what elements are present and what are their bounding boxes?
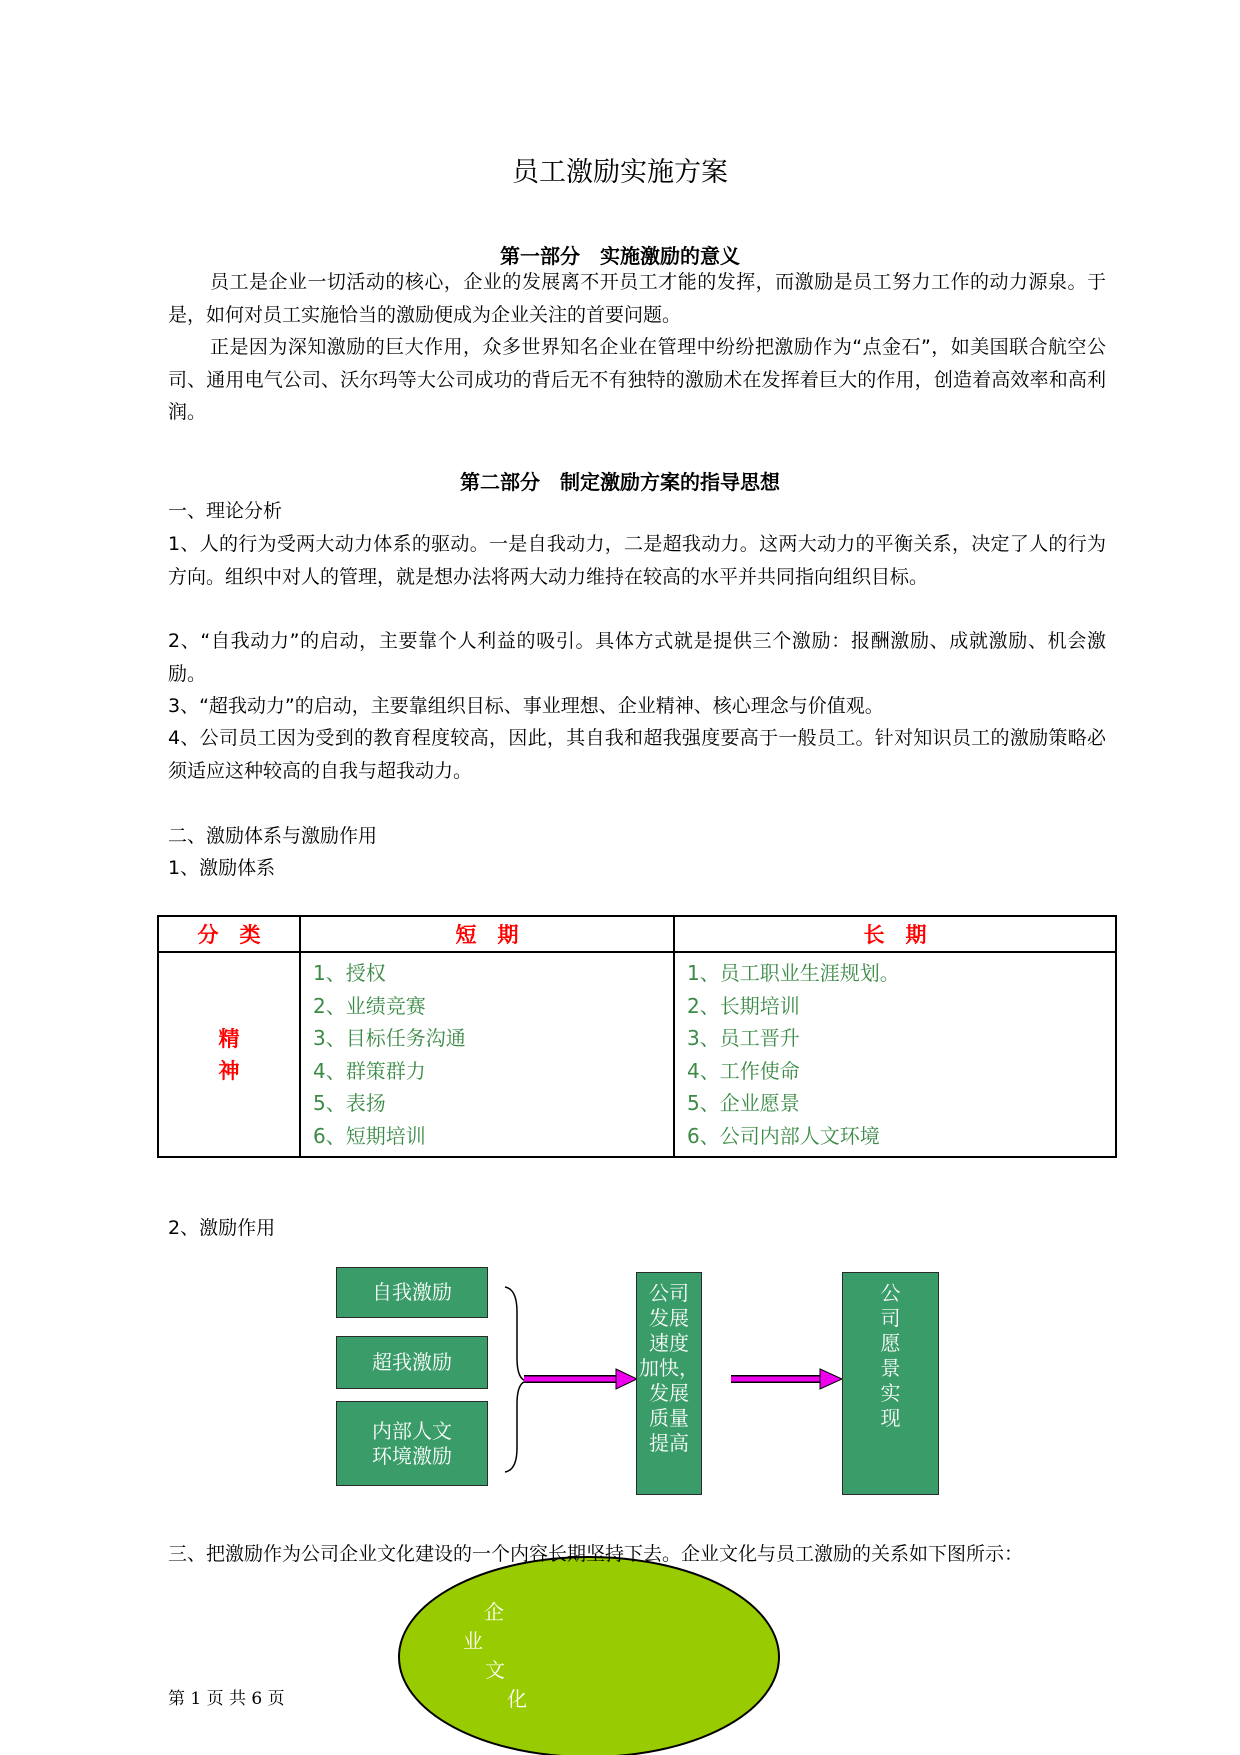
- part2-heading: 第二部分 制定激励方案的指导思想: [460, 470, 780, 494]
- incentive-effect-heading: 2、激励作用: [168, 1217, 276, 1239]
- header-long-term: 长 期: [674, 916, 1116, 952]
- culture-char-3: 文: [485, 1658, 505, 1682]
- superego-motivation-box: 超我激励: [336, 1336, 488, 1389]
- arrow-right-icon: [731, 1369, 842, 1389]
- part1-paragraph-1: 员工是企业一切活动的核心，企业的发展离不开员工才能的发挥，而激励是员工努力工作的动力源泉。于是，如何对员工实施恰当的激励便成为企业关注的首要问题。: [168, 271, 1106, 326]
- list-item: 6、公司内部人文环境: [687, 1123, 880, 1148]
- list-item: 1、授权: [313, 961, 386, 985]
- list-item: 2、业绩竞赛: [313, 993, 426, 1018]
- list-item: 3、员工晋升: [687, 1026, 800, 1050]
- theory-paragraph-2: 2、“自我动力”的启动，主要靠个人利益的吸引。具体方式就是提供三个激励：报酬激励、成就激励、机会激励。: [168, 630, 1106, 685]
- page-title: 员工激励实施方案: [512, 157, 728, 188]
- culture-char-2: 业: [463, 1629, 483, 1653]
- theory-paragraph-4: 4、公司员工因为受到的教育程度较高，因此，其自我和超我强度要高于一般员工。针对知识员工的激励策略必须适应这种较高的自我与超我动力。: [168, 727, 1106, 782]
- page-footer: 第 1 页 共 6 页: [168, 1689, 285, 1709]
- part1-paragraph-2: 正是因为深知激励的巨大作用，众多世界知名企业在管理中纷纷把激励作为“点金石”，如美国联合航空公司、通用电气公司、沃尔玛等大公司成功的背后无不有独特的激励术在发挥着巨大的作用，创造着高效率和高利润。: [168, 336, 1106, 423]
- theory-paragraph-3: 3、“超我动力”的启动，主要靠组织目标、事业理想、企业精神、核心理念与价值观。: [168, 695, 884, 717]
- section-2-heading: 二、激励体系与激励作用: [168, 825, 378, 847]
- list-item: 5、表扬: [313, 1091, 386, 1115]
- company-development-box: 公司 发展 速度 加快， 发展 质量 提高: [636, 1272, 702, 1495]
- section-3-paragraph: 三、把激励作为公司企业文化建设的一个内容长期坚持下去。企业文化与员工激励的关系如下图所示：: [168, 1543, 1024, 1565]
- list-item: 5、企业愿景: [687, 1091, 800, 1115]
- list-item: 4、工作使命: [687, 1058, 800, 1083]
- header-category: 分 类: [158, 916, 300, 952]
- category-spirit: 精 神: [158, 952, 300, 1157]
- list-item: 4、群策群力: [313, 1058, 426, 1083]
- vision-realized-box: 公 司 愿 景 实 现: [842, 1272, 939, 1495]
- theory-paragraph-1: 1、人的行为受两大动力体系的驱动。一是自我动力，二是超我动力。这两大动力的平衡关系，决定了人的行为方向。组织中对人的管理，就是想办法将两大动力维持在较高的水平并共同指向组织目标。: [168, 533, 1106, 588]
- list-item: 2、长期培训: [687, 993, 800, 1018]
- self-motivation-box: 自我激励: [336, 1267, 488, 1318]
- culture-char-1: 企: [484, 1600, 504, 1624]
- section-1-heading: 一、理论分析: [168, 500, 283, 522]
- culture-char-4: 化: [507, 1687, 527, 1711]
- incentive-system-heading: 1、激励体系: [168, 857, 276, 879]
- brace-icon: [505, 1287, 527, 1472]
- part1-heading: 第一部分 实施激励的意义: [500, 244, 740, 268]
- list-item: 6、短期培训: [313, 1123, 426, 1148]
- list-item: 3、目标任务沟通: [313, 1026, 466, 1050]
- corporate-culture-ellipse: [399, 1557, 779, 1755]
- header-short-term: 短 期: [300, 916, 674, 952]
- culture-environment-box: 内部人文 环境激励: [336, 1401, 488, 1486]
- arrow-right-icon: [524, 1369, 637, 1389]
- list-item: 1、员工职业生涯规划。: [687, 961, 900, 985]
